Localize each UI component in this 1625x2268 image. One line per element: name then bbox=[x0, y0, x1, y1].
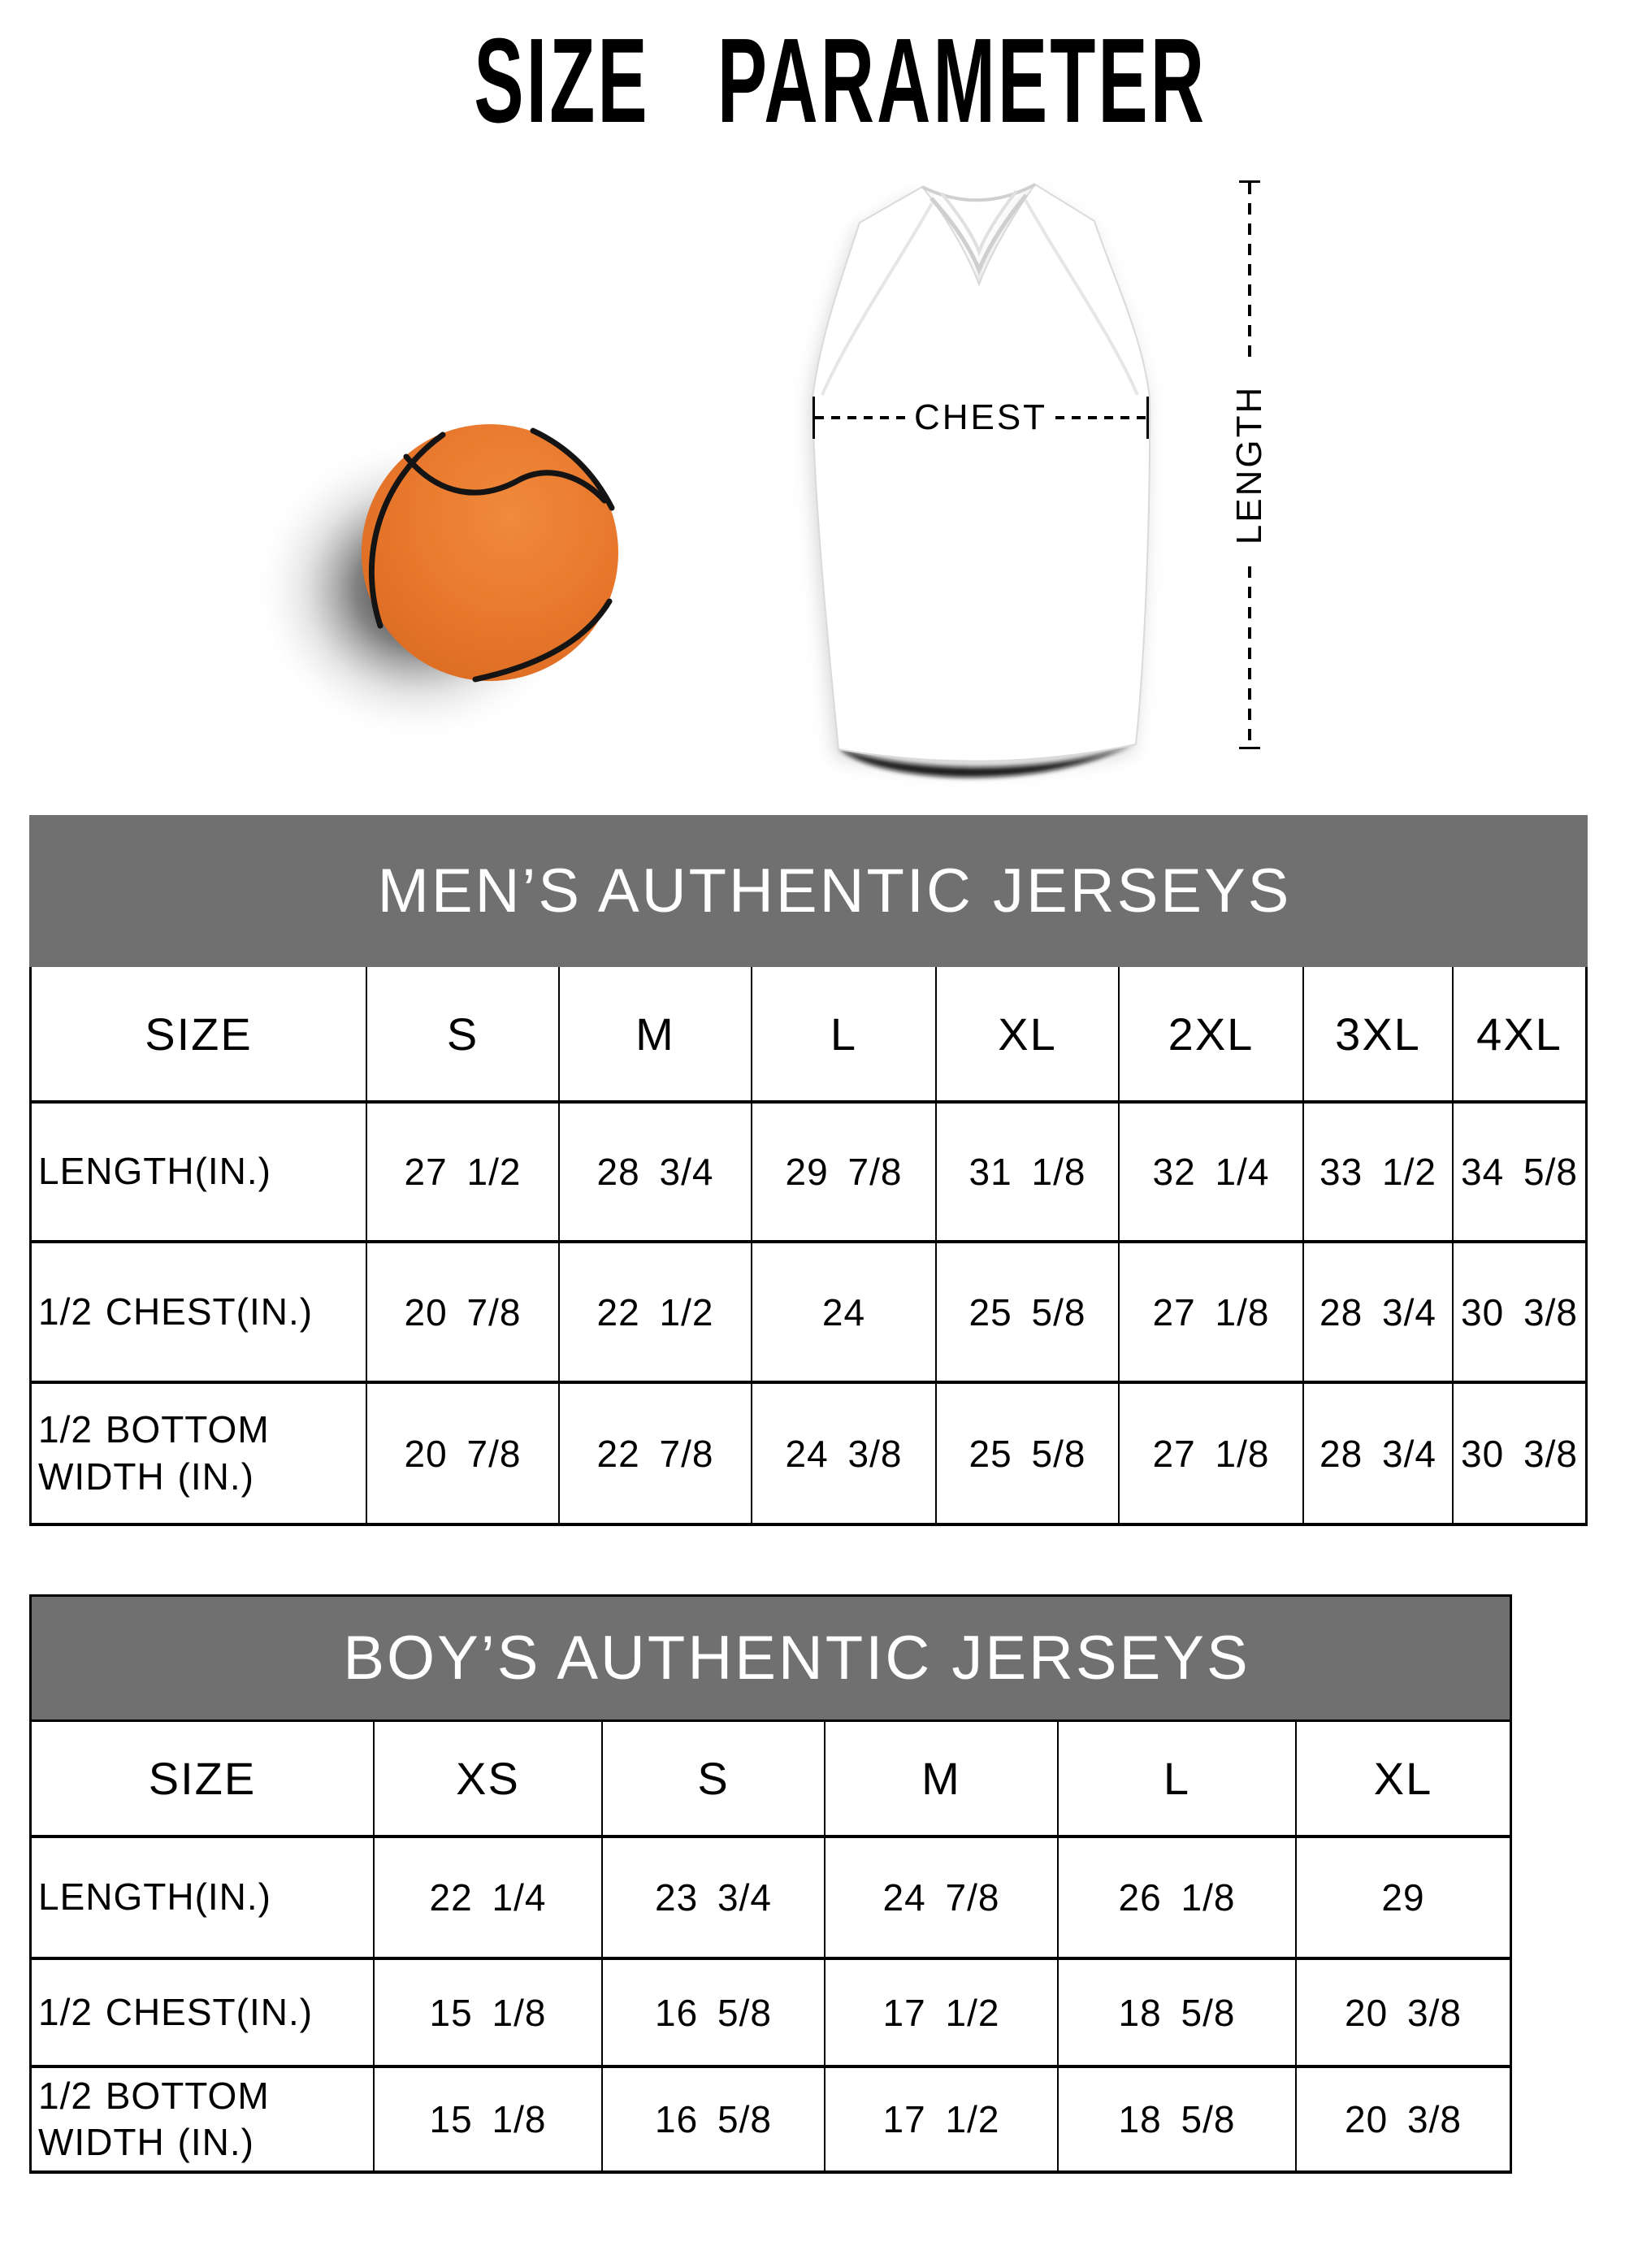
row-label: 1/2 BOTTOM WIDTH (IN.) bbox=[32, 2068, 375, 2170]
boys-table-header bbox=[29, 1594, 1512, 1719]
row-label: LENGTH(IN.) bbox=[32, 1838, 375, 1957]
value-cell: 23 3/4 bbox=[603, 1838, 826, 1957]
size-header-cell: SIZE bbox=[32, 967, 367, 1100]
length-label: LENGTH bbox=[1229, 384, 1270, 545]
value-cell: 22 7/8 bbox=[560, 1384, 752, 1523]
boys-table-body bbox=[29, 1719, 1512, 2174]
value-cell: 29 bbox=[1381, 1876, 1425, 1919]
value-cell: 20 7/8 bbox=[367, 1384, 560, 1523]
size-cell-s: S bbox=[603, 1722, 826, 1835]
mens-size-table bbox=[29, 815, 1588, 1526]
row-label: LENGTH(IN.) bbox=[32, 1104, 367, 1240]
length-dashes-bottom bbox=[1248, 566, 1251, 747]
mens-length-row bbox=[32, 1104, 1585, 1243]
value-cell: 15 1/8 bbox=[375, 1960, 603, 2065]
boys-size-row bbox=[32, 1719, 1510, 1838]
value-cell: 28 3/4 bbox=[1304, 1243, 1454, 1381]
basketball-image bbox=[252, 358, 674, 739]
boys-bottom-width-row bbox=[32, 2068, 1510, 2170]
length-dimension-line bbox=[1228, 180, 1271, 749]
value-cell: 22 1/2 bbox=[560, 1243, 752, 1381]
size-cell-xs: XS bbox=[375, 1722, 603, 1835]
value-cell: 16 5/8 bbox=[603, 2068, 826, 2170]
chest-right-tick bbox=[1146, 397, 1149, 439]
size-cell-xl: XL bbox=[937, 967, 1120, 1100]
mens-size-row bbox=[32, 967, 1585, 1104]
mens-table-header bbox=[29, 815, 1588, 967]
size-cell-4xl: 4XL bbox=[1476, 1008, 1562, 1060]
size-cell-xl: XL bbox=[1373, 1753, 1433, 1804]
value-cell: 15 1/8 bbox=[375, 2068, 603, 2170]
mens-chest-row bbox=[32, 1243, 1585, 1384]
value-cell: 31 1/8 bbox=[937, 1104, 1120, 1240]
chest-label: CHEST bbox=[913, 397, 1048, 437]
value-cell: 27 1/2 bbox=[367, 1104, 560, 1240]
row-label: 1/2 CHEST(IN.) bbox=[32, 1960, 375, 2065]
size-cell-s: S bbox=[367, 967, 560, 1100]
chest-dimension-line bbox=[812, 397, 1149, 439]
value-cell: 32 1/4 bbox=[1120, 1104, 1304, 1240]
value-cell: 24 7/8 bbox=[826, 1838, 1059, 1957]
value-cell: 22 1/4 bbox=[375, 1838, 603, 1957]
boys-length-row bbox=[32, 1838, 1510, 1960]
chest-dashes-right bbox=[1055, 416, 1146, 419]
length-bottom-tick bbox=[1239, 747, 1260, 749]
mens-bottom-width-row bbox=[32, 1384, 1585, 1523]
size-cell-m: M bbox=[560, 967, 752, 1100]
length-dashes-top bbox=[1248, 183, 1251, 363]
size-cell-l: L bbox=[752, 967, 937, 1100]
value-cell: 29 7/8 bbox=[752, 1104, 937, 1240]
boys-table-title: BOY’S AUTHENTIC JERSEYS bbox=[343, 1624, 1250, 1693]
jersey-image bbox=[764, 163, 1219, 788]
length-label-box bbox=[1170, 363, 1329, 566]
value-cell: 17 1/2 bbox=[826, 1960, 1059, 2065]
value-cell: 34 5/8 bbox=[1461, 1151, 1578, 1193]
value-cell: 27 1/8 bbox=[1120, 1384, 1304, 1523]
size-cell-m: M bbox=[826, 1722, 1059, 1835]
value-cell: 16 5/8 bbox=[603, 1960, 826, 2065]
value-cell: 17 1/2 bbox=[826, 2068, 1059, 2170]
value-cell: 30 3/8 bbox=[1461, 1432, 1578, 1475]
page-title: SIZE PARAMETER bbox=[474, 14, 1207, 148]
value-cell: 28 3/4 bbox=[560, 1104, 752, 1240]
value-cell: 18 5/8 bbox=[1059, 2068, 1297, 2170]
value-cell: 25 5/8 bbox=[937, 1384, 1120, 1523]
size-cell-3xl: 3XL bbox=[1304, 967, 1454, 1100]
mens-table-body bbox=[29, 967, 1588, 1526]
value-cell: 24 3/8 bbox=[752, 1384, 937, 1523]
size-cell-l: L bbox=[1059, 1722, 1297, 1835]
mens-table-title: MEN’S AUTHENTIC JERSEYS bbox=[377, 856, 1292, 926]
row-label: 1/2 BOTTOM WIDTH (IN.) bbox=[32, 1384, 367, 1523]
value-cell: 20 7/8 bbox=[367, 1243, 560, 1381]
value-cell: 30 3/8 bbox=[1461, 1290, 1578, 1333]
value-cell: 26 1/8 bbox=[1059, 1838, 1297, 1957]
jersey-body bbox=[812, 184, 1150, 761]
value-cell: 28 3/4 bbox=[1304, 1384, 1454, 1523]
value-cell: 27 1/8 bbox=[1120, 1243, 1304, 1381]
size-cell-2xl: 2XL bbox=[1120, 967, 1304, 1100]
value-cell: 25 5/8 bbox=[937, 1243, 1120, 1381]
size-header-cell: SIZE bbox=[32, 1722, 375, 1835]
chest-dashes-left bbox=[815, 416, 906, 419]
value-cell: 20 3/8 bbox=[1345, 2098, 1462, 2140]
boys-size-table bbox=[29, 1594, 1512, 2174]
row-label: 1/2 CHEST(IN.) bbox=[32, 1243, 367, 1381]
jersey-backneck-line bbox=[922, 184, 1035, 200]
value-cell: 20 3/8 bbox=[1345, 1991, 1462, 2034]
page-title-row bbox=[0, 14, 1625, 148]
value-cell: 18 5/8 bbox=[1059, 1960, 1297, 2065]
boys-chest-row bbox=[32, 1960, 1510, 2068]
value-cell: 24 bbox=[752, 1243, 937, 1381]
value-cell: 33 1/2 bbox=[1304, 1104, 1454, 1240]
